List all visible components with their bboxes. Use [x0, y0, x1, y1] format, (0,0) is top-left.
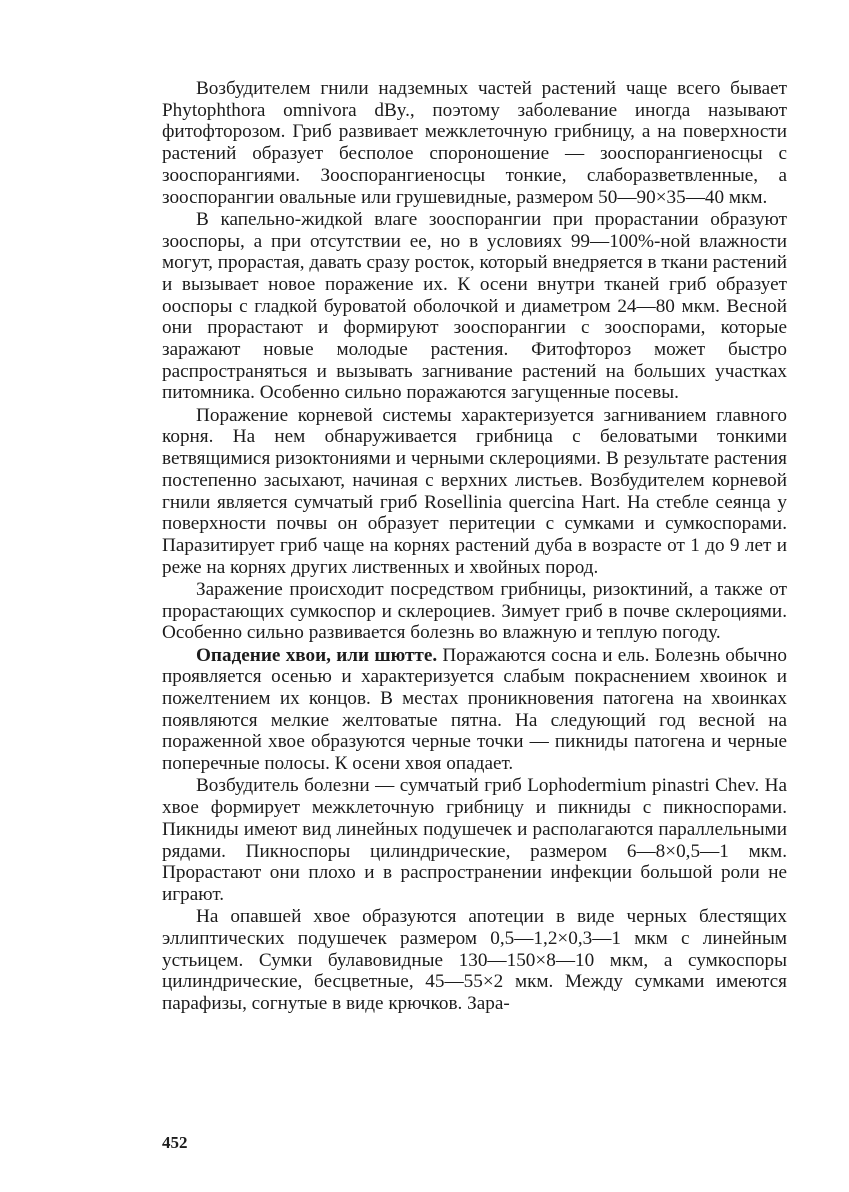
paragraph-phytophthora-pathogen — [162, 78, 787, 208]
paragraph-apothecia — [162, 906, 787, 1015]
paragraph-text: Поражаются сосна и ель. Болезнь обычно проявляется осенью и характеризуется слабым покраснением хвоинок и пожелтением их концов. В местах проникновения патогена на хвоинках появляются мелкие желтоватые пятна. На следующий год весной на пораженной хвое образуются черные точки — пикниды патогена и черные поперечные полосы. К осени хвоя опадает. — [162, 644, 787, 775]
page-number: 452 — [162, 1133, 188, 1152]
paragraph-text: Заражение происходит посредством грибницы, ризоктиний, а также от прорастающих сумкоспор и склероциев. Зимует гриб в почве склероциями. Особенно сильно развивается болезнь во влажную и теплую погоду. — [162, 578, 787, 644]
document-body — [162, 78, 787, 1015]
paragraph-infection — [162, 579, 787, 644]
paragraph-lophodermium — [162, 775, 787, 905]
paragraph-text: Возбудителем гнили надземных частей растений чаще всего бывает Phytophthora omnivora dBy., поэтому заболевание иногда называют фитофторозом. Гриб развивает межклеточную грибницу, а на поверхности растений образует бесполое спороношение — зооспорангиеносцы с зооспорангиями. Зооспорангиеносцы тонкие, слаборазветвленные, а зооспорангии овальные или грушевидные, размером 50—90×35—40 мкм. — [162, 78, 787, 208]
paragraph-text: На опавшей хвое образуются апотеции в виде черных блестящих эллиптических подушечек размером 0,5—1,2×0,3—1 мкм с линейным устьицем. Сумки булавовидные 130—150×8—10 мкм, а сумкоспоры цилиндрические, бесцветные, 45—55×2 мкм. Между сумками имеются парафизы, согнутые в виде крючков. Зара- — [162, 906, 787, 1015]
paragraph-text: Поражение корневой системы характеризуется загниванием главного корня. На нем обнаруживается грибница с беловатыми тонкими ветвящимися ризоктониями и черными склероциями. В результате растения постепенно засыхают, начиная с верхних листьев. Возбудителем корневой гнили является сумчатый гриб Rosellinia quercina Hart. На стебле сеянца у поверхности почвы он образует перитеции с сумками и сумкоспорами. Паразитирует гриб чаще на корнях растений дуба в возрасте от 1 до 9 лет и реже на корнях других лиственных и хвойных пород. — [162, 404, 787, 578]
section-heading: Опадение хвои, или шютте. — [196, 644, 438, 666]
paragraph-needle-cast — [162, 645, 787, 775]
paragraph-zoospores — [162, 209, 787, 404]
paragraph-text: В капельно-жидкой влаге зооспорангии при прорастании образуют зооспоры, а при отсутствии ее, но в условиях 99—100%-ной влажности могут, прорастая, давать сразу росток, который внедряется в ткани растений и вызывает новое поражение их. К осени внутри тканей гриб образует ооспоры с гладкой буроватой оболочкой и диаметром 24—80 мкм. Весной они прорастают и формируют зооспорангии с зооспорами, которые заражают новые молодые растения. Фитофтороз может быстро распространяться и вызывать загнивание растений на больших участках питомника. Особенно сильно поражаются загущенные посевы. — [162, 208, 787, 404]
paragraph-text: Возбудитель болезни — сумчатый гриб Lophodermium pinastri Chev. На хвое формирует межклеточную грибницу и пикниды с пикноспорами. Пикниды имеют вид линейных подушечек и располагаются параллельными рядами. Пикноспоры цилиндрические, размером 6—8×0,5—1 мкм. Прорастают они плохо и в распространении инфекции большой роли не играют. — [162, 775, 787, 905]
paragraph-root-rot — [162, 405, 787, 579]
